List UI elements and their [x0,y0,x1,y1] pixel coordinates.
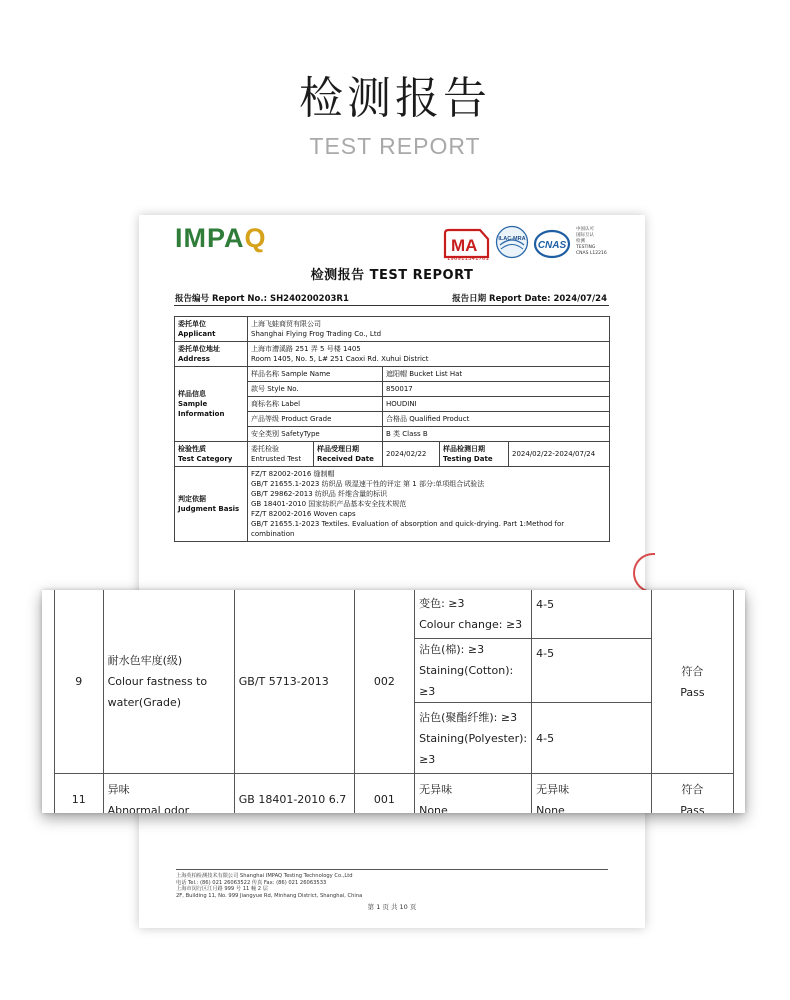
results-table [54,590,734,813]
report-date: 报告日期 Report Date: 2024/07/24 [452,294,607,304]
sample-row: 款号 Style No. 850017 [175,382,610,397]
divider [174,305,609,306]
report-info-table [174,316,610,542]
result-subrow: 沾色(聚酯纤维): ≥3 Staining(Polyester): ≥3 4-5 [55,703,734,774]
cnas-logo [533,229,571,259]
judgment-basis-row: 判定依据 Judgment Basis FZ/T 82002-2016 缝制帽 GB/T 21655.1-2023 纺织品 吸湿速干性的评定 第 1 部分:单项组合试验法 GB/T 29862-2013 纺织品 纤维含量的标识 GB 18401-2010 国家纺织产品基本安全技术规范 FZ/T 82002-2016 Woven caps GB/T 21655.1-2023 Textiles. Evaluation of absorption and quick-drying. Part 1:Method for combination [175,467,610,542]
results-table-zoom [42,590,745,813]
report-number: 报告编号 Report No.: SH240200203R1 [175,294,349,304]
sample-row: 商标名称 Label HOUDINI [175,397,610,412]
sample-row: 产品等级 Product Grade 合格品 Qualified Product [175,412,610,427]
sample-row: 安全类别 SafetyType B 类 Class B [175,427,610,442]
svg-text:ILAC-MRA: ILAC-MRA [498,236,526,242]
impaq-logo: IMPAQ [175,223,267,253]
page-title: 检测报告 [299,73,491,124]
svg-text:CNAS: CNAS [537,240,567,251]
test-category-row: 检验性质 Test Category 委托检验 Entrusted Test 样品受理日期 Received Date 2024/02/22 样品检测日期 Testing Date 2024/02/22-2024/07/24 [175,442,610,467]
svg-text:MA: MA [451,236,478,255]
report-footer: 上海英柏检测技术有限公司 Shanghai IMPAQ Testing Technology Co.,Ltd 电话 Tel.: (86) 021 26063522 传真 Fax: (86) 021 26063533 上海市闵行区江月路 999 号 11 幢 2 层 2F, Building 11, No. 999 Jiangyue Rd, Minhang District, Shanghai, China [176,869,608,899]
ilac-mra-logo [495,225,529,259]
applicant-row: 委托单位 Applicant 上海飞蛙商贸有限公司 Shanghai Flying Frog Trading Co., Ltd [175,317,610,342]
address-row: 委托单位地址 Address 上海市漕溪路 251 弄 5 号楼 1405 Room 1405, No. 5, L# 251 Caoxi Rd. Xuhui District [175,342,610,367]
page-number: 第 1 页 共 10 页 [367,903,417,911]
result-subrow: 沾色(棉): ≥3 Staining(Cotton): ≥3 4-5 [55,639,734,703]
red-stamp [633,553,655,593]
result-row: 11 异味 Abnormal odor GB 18401-2010 6.7 001 无异味 None 无异味 None 符合 Pass [55,774,734,814]
sample-row: 样品信息 Sample Information 样品名称 Sample Name 遮阳帽 Bucket List Hat [175,367,610,382]
page-subtitle: TEST REPORT [309,133,481,159]
result-row: 9 耐水色牢度(级) Colour fastness to water(Grade) GB/T 5713-2013 002 变色: ≥3 Colour change: ≥3 4-5 符合 Pass [55,590,734,639]
cnas-accreditation-text: 中国认可 国际互认 检测 TESTING CNAS L12216 [576,227,607,256]
cma-number: 190911341701 [446,256,490,262]
report-page [139,215,645,928]
report-title: 检测报告 TEST REPORT [310,268,474,283]
